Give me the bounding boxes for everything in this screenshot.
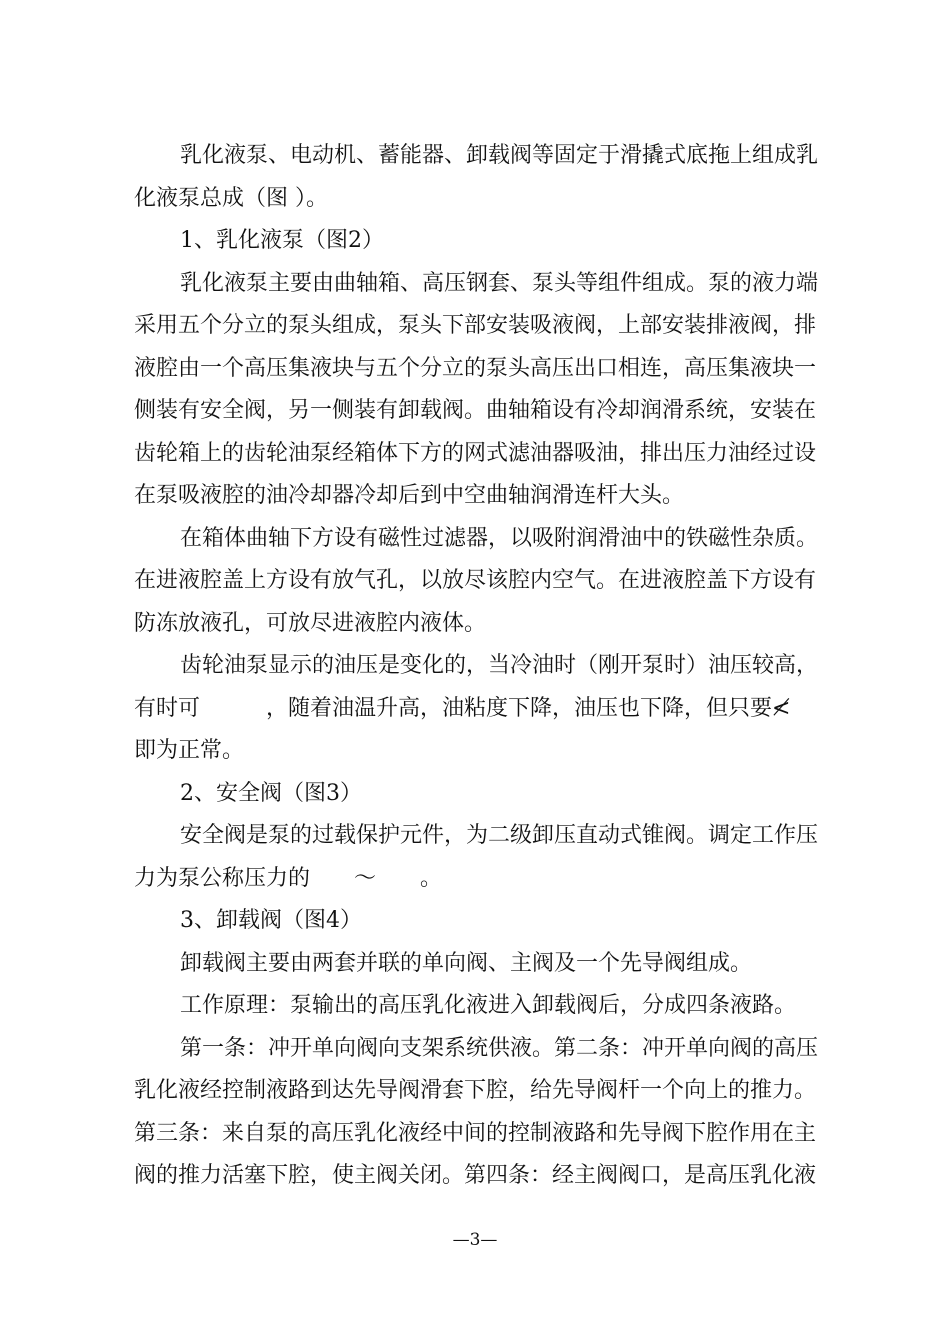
section-heading: 3、卸载阀（图4）	[180, 908, 362, 933]
body-line: 在泵吸液腔的油冷却器冷却后到中空曲轴润滑连杆大头。	[134, 483, 685, 508]
body-line: 化液泵总成（图 ）。	[134, 186, 328, 211]
body-line: 乳化液泵主要由曲轴箱、高压钢套、泵头等组件组成。泵的液力端	[180, 271, 819, 296]
body-line: 齿轮箱上的齿轮油泵经箱体下方的网式滤油器吸油，排出压力油经过设	[134, 441, 817, 466]
body-line: 乳化液泵、电动机、蓄能器、卸载阀等固定于滑撬式底拖上组成乳	[180, 143, 819, 168]
body-line: 工作原理：泵输出的高压乳化液进入卸载阀后，分成四条液路。	[180, 993, 797, 1018]
body-line: 有时可 ，随着油温升高，油粘度下降，油压也下降，但只要≮	[134, 696, 791, 721]
body-line: 阀的推力活塞下腔，使主阀关闭。第四条：经主阀阀口，是高压乳化液	[134, 1163, 817, 1188]
body-line: 第三条：来自泵的高压乳化液经中间的控制液路和先导阀下腔作用在主	[134, 1121, 817, 1146]
body-line: 齿轮油泵显示的油压是变化的，当冷油时（刚开泵时）油压较高，	[180, 653, 819, 678]
body-line: 即为正常。	[134, 738, 245, 763]
body-line: 卸载阀主要由两套并联的单向阀、主阀及一个先导阀组成。	[180, 951, 753, 976]
body-line: 液腔由一个高压集液块与五个分立的泵头高压出口相连，高压集液块一	[134, 356, 817, 381]
body-line: 在箱体曲轴下方设有磁性过滤器，以吸附润滑油中的铁磁性杂质。	[180, 526, 819, 551]
body-line: 安全阀是泵的过载保护元件，为二级卸压直动式锥阀。调定工作压	[180, 823, 819, 848]
body-line: 在进液腔盖上方设有放气孔，以放尽该腔内空气。在进液腔盖下方设有	[134, 568, 817, 593]
section-heading: 1、乳化液泵（图2）	[180, 228, 384, 253]
body-line: 第一条：冲开单向阀向支架系统供液。第二条：冲开单向阀的高压	[180, 1036, 819, 1061]
body-line: 侧装有安全阀，另一侧装有卸载阀。曲轴箱设有冷却润滑系统，安装在	[134, 398, 817, 423]
body-line: 力为泵公称压力的 ～ 。	[134, 866, 443, 891]
body-line: 防冻放液孔，可放尽进液腔内液体。	[134, 611, 487, 636]
body-line: 采用五个分立的泵头组成，泵头下部安装吸液阀，上部安装排液阀，排	[134, 313, 817, 338]
body-line: 乳化液经控制液路到达先导阀滑套下腔，给先导阀杆一个向上的推力。	[134, 1078, 817, 1103]
page-number: —3—	[452, 1230, 498, 1250]
section-heading: 2、安全阀（图3）	[180, 781, 362, 806]
